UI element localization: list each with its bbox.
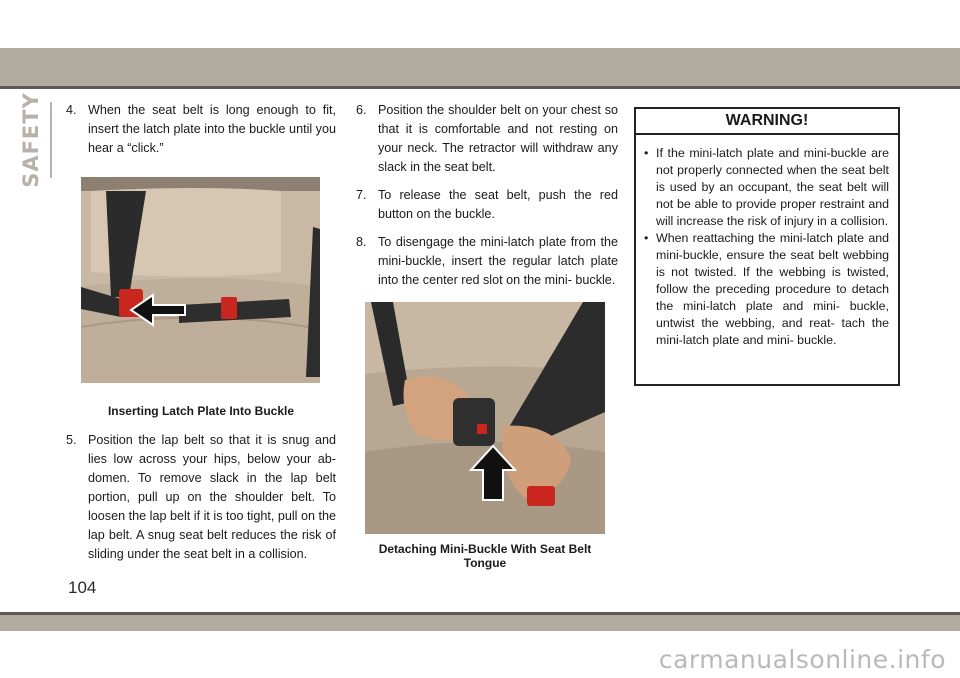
step-text: Position the shoulder belt on your chest so that it is comfortable and not resting on your neck. The retractor will withdraw any slack in the seat belt.	[378, 103, 618, 174]
step-text: To disengage the mini-latch plate from the mini-buckle, insert the regular latch plate into the center red slot on the mini- buckle.	[378, 235, 618, 287]
warning-bullet	[644, 230, 889, 349]
section-divider	[50, 102, 52, 178]
page-number: 104	[68, 578, 97, 597]
step-7	[356, 186, 618, 224]
step-number: 6.	[356, 103, 367, 117]
figure-caption: Inserting Latch Plate Into Buckle	[107, 404, 295, 418]
column-middle	[356, 101, 618, 570]
warning-box	[634, 107, 900, 386]
step-text: Position the lap belt so that it is snug and lies low across your hips, below your ab- domen. To remove slack in the lap belt portion, pull up on the shoulder belt. To loosen the lap belt if it is too tight, pull on the lap belt. A snug seat belt reduces the risk of sliding under the seat belt in a collision.	[88, 433, 336, 561]
header-rule	[0, 86, 960, 89]
step-text: When the seat belt is long enough to fit, insert the latch plate into the buckle until you hear a “click.”	[88, 103, 336, 155]
figure-inserting-latch-plate	[81, 177, 320, 383]
step-number: 8.	[356, 235, 367, 249]
bullet-icon: •	[644, 146, 649, 160]
warning-text: When reattaching the mini-latch plate and mini-buckle, ensure the seat belt webbing is not twisted. If the webbing is twisted, follow the preceding procedure to detach the mini-latch plate and mini- buckle, untwist the webbing, and reat- tach the mini-latch plate and mini- buckle.	[656, 231, 889, 347]
watermark: carmanualsonline.info	[658, 645, 946, 674]
step-8	[356, 233, 618, 290]
figure-detaching-mini-buckle	[365, 302, 605, 534]
section-tab	[14, 92, 48, 188]
step-number: 5.	[66, 433, 77, 447]
figure-caption: Detaching Mini-Buckle With Seat Belt Tongue	[378, 542, 592, 570]
warning-title: WARNING!	[636, 109, 898, 135]
warning-body	[636, 135, 898, 349]
bullet-icon: •	[644, 231, 649, 245]
column-left	[66, 101, 336, 564]
step-number: 4.	[66, 103, 77, 117]
step-number: 7.	[356, 188, 367, 202]
footer-band	[0, 615, 960, 631]
warning-text: If the mini-latch plate and mini-buckle are not properly connected when the seat belt is used by an occupant, the seat belt will not be able to provide proper restraint and will increase the risk of injury in a collision.	[656, 146, 889, 228]
step-6	[356, 101, 618, 177]
warning-bullet	[644, 145, 889, 230]
step-text: To release the seat belt, push the red button on the buckle.	[378, 188, 618, 221]
section-label: SAFETY	[19, 92, 44, 188]
header-band	[0, 48, 960, 86]
step-4	[66, 101, 336, 158]
latch-plate-photo	[81, 177, 320, 383]
step-5	[66, 431, 336, 564]
mini-buckle-photo	[365, 302, 605, 534]
